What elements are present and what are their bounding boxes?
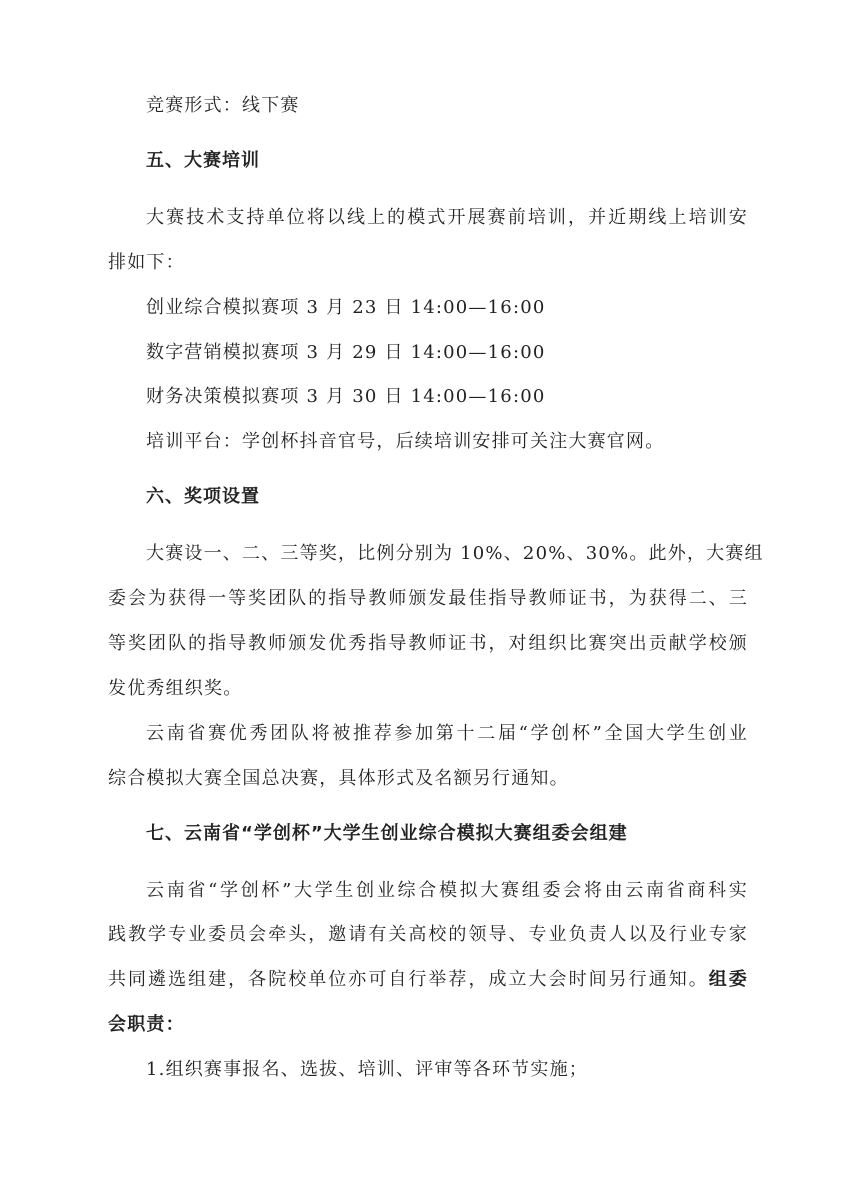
committee-paragraph-line-1: 云南省“学创杯”大学生创业综合模拟大赛组委会将由云南省商科实: [146, 880, 748, 901]
committee-paragraph-line-2: 践教学专业委员会牵头，邀请有关高校的领导、专业负责人以及行业专家: [108, 924, 748, 945]
awards-paragraph-line-4: 发优秀组织奖。: [108, 678, 243, 699]
training-paragraph-line-1: 大赛技术支持单位将以线上的模式开展赛前培训，并近期线上培训安: [146, 207, 748, 228]
committee-paragraph-line-3: [108, 967, 748, 993]
training-paragraph-line-2: 排如下：: [108, 252, 185, 273]
awards-paragraph-line-1: 大赛设一、二、三等奖，比例分别为 10%、20%、30%。此外，大赛组: [146, 543, 764, 564]
awards-paragraph-line-3: 等奖团队的指导教师颁发优秀指导教师证书，对组织比赛突出贡献学校颁: [108, 633, 748, 654]
awards-paragraph-line-2: 委会为获得一等奖团队的指导教师颁发最佳指导教师证书，为获得二、三: [108, 588, 748, 609]
section-heading-training: 五、大赛培训: [146, 150, 260, 171]
committee-duty-item-1: 1.组织赛事报名、选拔、培训、评审等各环节实施；: [146, 1059, 588, 1080]
training-schedule-digital-marketing: 数字营销模拟赛项 3 月 29 日 14:00—16:00: [146, 342, 546, 363]
competition-format-line: 竞赛形式：线下赛: [146, 95, 300, 116]
awards-recommendation-line-2: 综合模拟大赛全国总决赛，具体形式及名额另行通知。: [108, 768, 569, 789]
section-heading-awards: 六、奖项设置: [146, 486, 260, 507]
training-schedule-financial-decision: 财务决策模拟赛项 3 月 30 日 14:00—16:00: [146, 386, 546, 407]
training-platform-line: 培训平台：学创杯抖音官号，后续培训安排可关注大赛官网。: [146, 431, 665, 452]
section-heading-committee: 七、云南省“学创杯”大学生创业综合模拟大赛组委会组建: [146, 823, 628, 844]
committee-paragraph-line-3-text: 共同遴选组建，各院校单位亦可自行举荐，成立大会时间另行通知。: [108, 969, 709, 990]
awards-recommendation-line-1: 云南省赛优秀团队将被推荐参加第十二届“学创杯”全国大学生创业: [146, 723, 748, 744]
training-schedule-entrepreneurship: 创业综合模拟赛项 3 月 23 日 14:00—16:00: [146, 297, 546, 318]
committee-duties-label-end: 会职责：: [108, 1014, 185, 1035]
committee-duties-label-start: 组委: [708, 969, 748, 990]
